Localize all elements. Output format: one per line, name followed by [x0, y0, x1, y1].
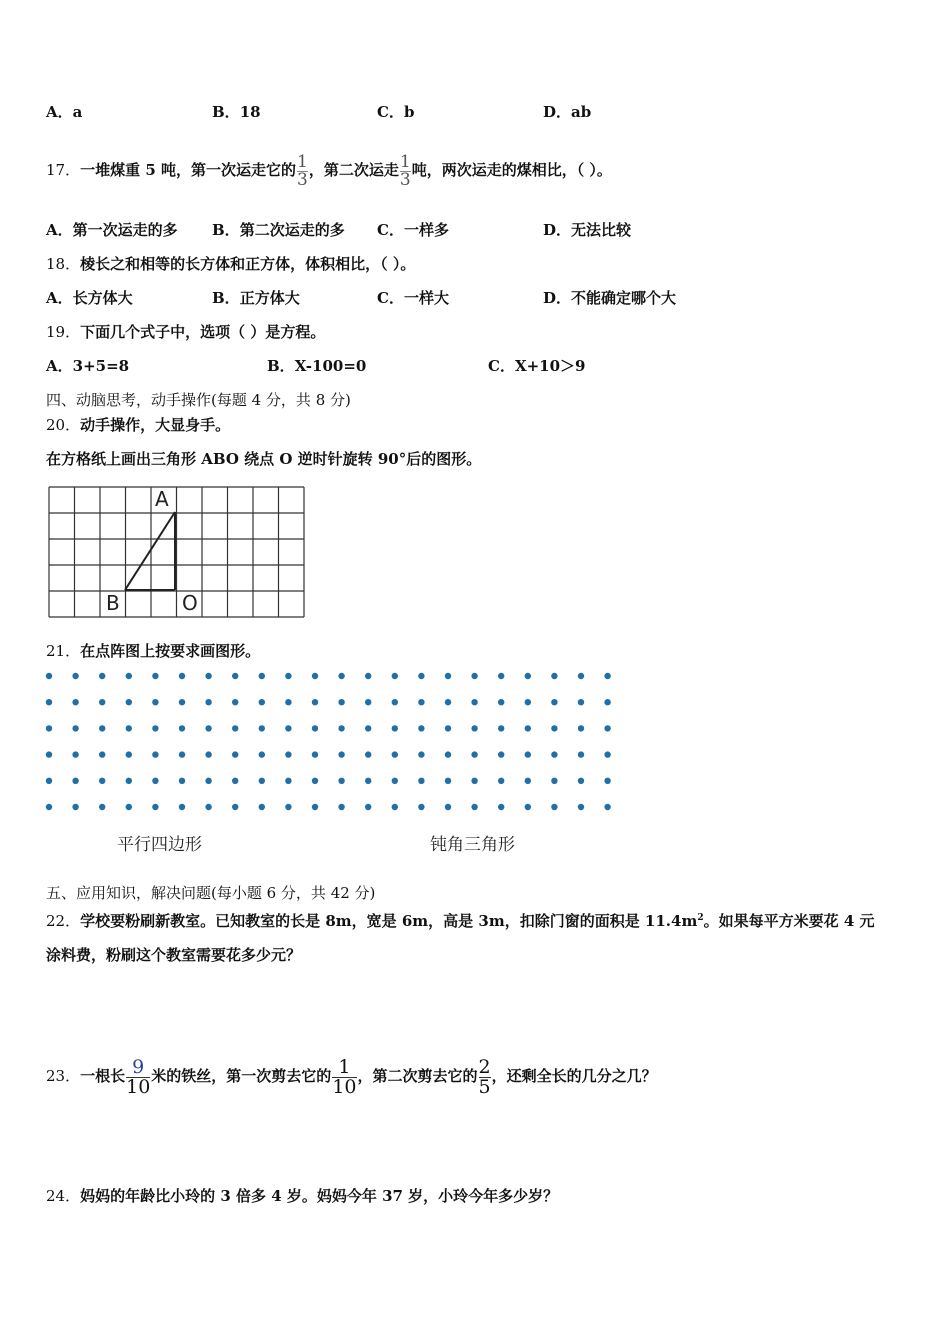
grid-dot [525, 804, 531, 810]
grid-dot [418, 751, 424, 757]
grid-dot [99, 673, 105, 679]
grid-dot [551, 699, 557, 705]
grid-dot [365, 699, 371, 705]
grid-dot [338, 778, 344, 784]
q22-question-line-1: 22．学校要粉刷新教室。已知教室的长是 8m，宽是 6m，高是 3m，扣除门窗的面积是 $11.4m^2$。如果每平方米要花 4 元 [46, 912, 875, 930]
q23-number: 23． [46, 1067, 81, 1085]
q20-question: 20．动手操作，大显身手。 [46, 416, 231, 434]
grid-dot [99, 751, 105, 757]
q24-number: 24． [46, 1187, 81, 1205]
q20-number: 20． [46, 416, 81, 434]
grid-dot [312, 778, 318, 784]
q19-question: 19．下面几个式子中，选项（ ）是方程。 [46, 323, 326, 341]
grid-dot [578, 751, 584, 757]
section-5-title: 五、应用知识，解决问题(每小题 6 分，共 42 分) [46, 884, 376, 902]
grid-dot [126, 804, 132, 810]
q20-instruction: 在方格纸上画出三角形 ABO 绕点 O 逆时针旋转 90°后的图形。 [46, 450, 482, 468]
grid-dot [232, 751, 238, 757]
grid-dot [445, 804, 451, 810]
grid-dot [338, 751, 344, 757]
q18-option-a: A．长方体大 [46, 289, 133, 307]
grid-dot [72, 725, 78, 731]
grid-dot [259, 804, 265, 810]
caption-parallelogram: 平行四边形 [117, 835, 202, 855]
grid-dot [126, 673, 132, 679]
grid-dot [471, 699, 477, 705]
grid-dot [498, 673, 504, 679]
q16-option-d: D．ab [543, 103, 592, 121]
grid-dot [99, 725, 105, 731]
grid-dot [498, 699, 504, 705]
q18-option-b: B．正方体大 [212, 289, 300, 307]
grid-dot [126, 751, 132, 757]
section-4-title: 四、动脑思考，动手操作(每题 4 分，共 8 分) [46, 391, 351, 409]
q21-number: 21． [46, 642, 81, 660]
grid-dot [525, 778, 531, 784]
grid-dot [179, 673, 185, 679]
label-o: O [182, 591, 198, 615]
grid-dot [205, 751, 211, 757]
grid-dot [392, 778, 398, 784]
grid-dot [285, 673, 291, 679]
q19-option-c: C．X+10＞9 [488, 357, 586, 375]
grid-dot [126, 778, 132, 784]
grid-dot [498, 778, 504, 784]
grid-dot [498, 725, 504, 731]
grid-dot [578, 699, 584, 705]
grid-dot [126, 699, 132, 705]
grid-dot [152, 673, 158, 679]
triangle-side-ab [125, 512, 175, 590]
grid-dot [418, 804, 424, 810]
q17-option-b: B．第二次运走的多 [212, 221, 345, 239]
grid-dot [392, 751, 398, 757]
dot-grid-figure [40, 668, 620, 818]
square-grid-figure [46, 484, 308, 622]
grid-dot [99, 778, 105, 784]
q23-fraction-2: $\frac{1}{10}$ [332, 1055, 357, 1098]
grid-dot [205, 778, 211, 784]
grid-dot [179, 778, 185, 784]
grid-dot [72, 778, 78, 784]
grid-dot [365, 778, 371, 784]
grid-dot [525, 673, 531, 679]
q23-fraction-3: $\frac{2}{5}$ [478, 1055, 491, 1098]
grid-dot [392, 673, 398, 679]
grid-dot [285, 778, 291, 784]
grid-dot [551, 673, 557, 679]
caption-obtuse-triangle: 钝角三角形 [430, 835, 515, 855]
grid-dot [205, 699, 211, 705]
q17-fraction-2: $\frac{1}{3}$ [399, 151, 411, 190]
grid-dot [471, 751, 477, 757]
grid-dot [392, 699, 398, 705]
grid-dot [285, 751, 291, 757]
grid-dot [232, 778, 238, 784]
grid-dot [471, 778, 477, 784]
grid-dot [578, 778, 584, 784]
grid-dot [152, 778, 158, 784]
grid-dot [232, 699, 238, 705]
grid-dot [46, 751, 52, 757]
grid-dot [285, 804, 291, 810]
grid-dot [232, 804, 238, 810]
grid-dot [578, 725, 584, 731]
grid-dot [604, 725, 610, 731]
grid-dot [445, 699, 451, 705]
grid-dot [551, 725, 557, 731]
q22-question-line-2: 涂料费，粉刷这个教室需要花多少元？ [46, 946, 302, 964]
grid-dot [338, 725, 344, 731]
grid-dot [285, 725, 291, 731]
grid-dot [471, 673, 477, 679]
grid-dot [312, 725, 318, 731]
grid-dot [392, 804, 398, 810]
q19-number: 19． [46, 323, 81, 341]
grid-dot [232, 673, 238, 679]
grid-dot [99, 699, 105, 705]
grid-dot [312, 699, 318, 705]
grid-dot [604, 804, 610, 810]
grid-dot [259, 725, 265, 731]
grid-dot [604, 778, 610, 784]
grid-dot [179, 804, 185, 810]
grid-dot [551, 804, 557, 810]
grid-dot [604, 699, 610, 705]
q17-question: 17．一堆煤重 5 吨，第一次运走它的 $\frac{1}{3}$ ，第二次运走 $\frac{1}{3}$ 吨，两次运走的煤相比，（ ）。 [46, 151, 612, 190]
grid-dot [259, 751, 265, 757]
grid-dot [525, 699, 531, 705]
grid-dot [445, 778, 451, 784]
grid-dot [551, 751, 557, 757]
q19-option-a: A．3+5=8 [46, 357, 130, 375]
grid-dot [338, 673, 344, 679]
grid-dot [338, 804, 344, 810]
grid-dot [205, 804, 211, 810]
grid-dot [445, 751, 451, 757]
grid-dot [46, 673, 52, 679]
grid-dot [205, 673, 211, 679]
grid-dot [126, 725, 132, 731]
grid-dot [152, 804, 158, 810]
grid-dot [259, 778, 265, 784]
q19-option-b: B．X-100=0 [267, 357, 367, 375]
grid-dot [418, 699, 424, 705]
grid-dot [72, 751, 78, 757]
q18-number: 18． [46, 255, 81, 273]
grid-dot [578, 673, 584, 679]
grid-dot [179, 751, 185, 757]
q17-option-d: D．无法比较 [543, 221, 632, 239]
grid-dot [72, 673, 78, 679]
grid-dot [365, 673, 371, 679]
grid-dot [179, 725, 185, 731]
grid-dot [445, 725, 451, 731]
q23-fraction-1: $\frac{9}{10}$ [126, 1055, 151, 1098]
q17-option-c: C．一样多 [377, 221, 449, 239]
q18-question: 18．棱长之和相等的长方体和正方体，体积相比，（ ）。 [46, 255, 416, 273]
q22-number: 22． [46, 912, 81, 930]
grid-dot [365, 804, 371, 810]
grid-dot [46, 699, 52, 705]
q16-option-b: B．18 [212, 103, 261, 121]
q17-number: 17． [46, 161, 81, 179]
grid-dot [365, 751, 371, 757]
grid-dot [418, 725, 424, 731]
grid-dot [152, 751, 158, 757]
grid-dot [232, 725, 238, 731]
label-b: B [106, 591, 120, 615]
grid-dot [46, 804, 52, 810]
grid-dot [525, 751, 531, 757]
grid-dot [525, 725, 531, 731]
q21-question: 21．在点阵图上按要求画图形。 [46, 642, 261, 660]
label-a: A [155, 487, 169, 511]
grid-dot [471, 725, 477, 731]
q24-question: 24．妈妈的年龄比小玲的 3 倍多 4 岁。妈妈今年 37 岁，小玲今年多少岁？ [46, 1187, 559, 1205]
grid-dot [152, 699, 158, 705]
grid-dot [578, 804, 584, 810]
q18-option-c: C．一样大 [377, 289, 449, 307]
q16-option-a: A．a [46, 103, 83, 121]
q17-fraction-1: $\frac{1}{3}$ [297, 151, 308, 190]
grid-dot [46, 778, 52, 784]
grid-dot [392, 725, 398, 731]
q23-question: 23．一根长 $\frac{9}{10}$ 米的铁丝，第一次剪去它的 $\frac{1}{10}$ ，第二次剪去它的 $\frac{2}{5}$ ，还剩全长的几分之几？ [46, 1055, 657, 1098]
grid-dot [498, 751, 504, 757]
grid-dot [259, 673, 265, 679]
grid-dot [312, 673, 318, 679]
grid-dot [99, 804, 105, 810]
grid-dot [72, 699, 78, 705]
grid-dot [604, 751, 610, 757]
grid-dot [418, 778, 424, 784]
grid-dot [445, 673, 451, 679]
grid-dot [179, 699, 185, 705]
grid-dot [551, 778, 557, 784]
grid-dot [46, 725, 52, 731]
grid-dot [259, 699, 265, 705]
grid-dot [604, 673, 610, 679]
grid-dot [338, 699, 344, 705]
grid-dot [285, 699, 291, 705]
grid-dot [418, 673, 424, 679]
q16-option-c: C．b [377, 103, 415, 121]
grid-dot [365, 725, 371, 731]
grid-dot [471, 804, 477, 810]
grid-dot [72, 804, 78, 810]
q17-option-a: A．第一次运走的多 [46, 221, 178, 239]
q18-option-d: D．不能确定哪个大 [543, 289, 677, 307]
grid-dot [205, 725, 211, 731]
grid-dot [312, 751, 318, 757]
grid-dot [152, 725, 158, 731]
grid-dot [498, 804, 504, 810]
grid-dot [312, 804, 318, 810]
